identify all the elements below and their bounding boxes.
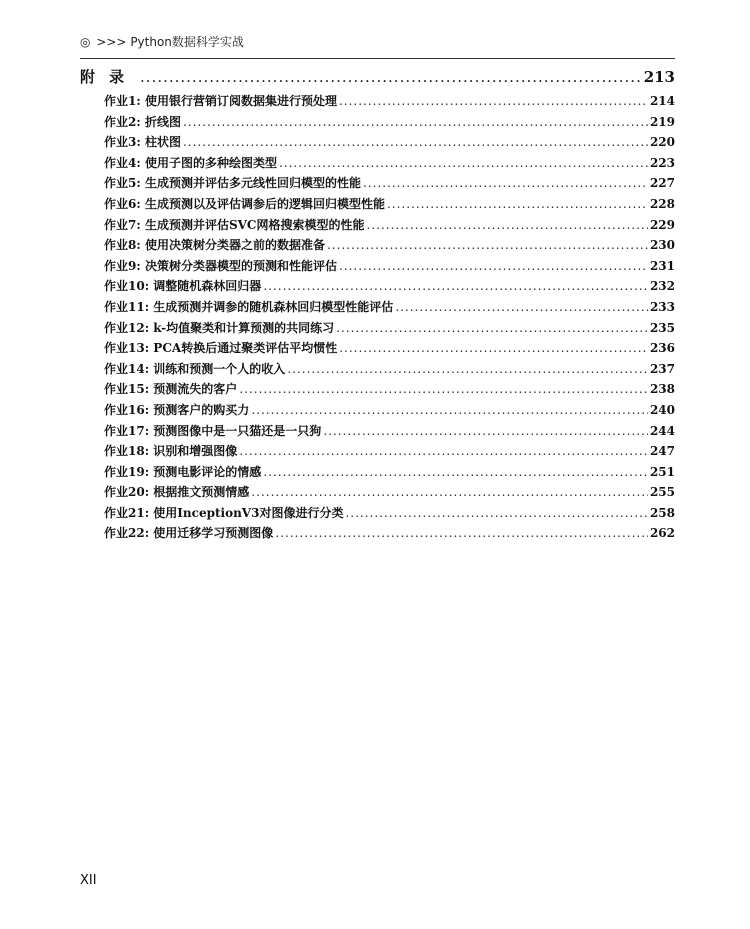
- toc-leader: [323, 424, 648, 438]
- toc-entry-label: 作业20: 根据推文预测情感: [104, 485, 250, 500]
- toc-entry[interactable]: [80, 298, 675, 319]
- toc-entry[interactable]: [80, 422, 675, 443]
- toc-leader: [363, 176, 648, 190]
- toc-leader: [239, 382, 648, 396]
- toc-entry-label: 作业4: 使用子图的多种绘图类型: [104, 155, 277, 170]
- toc-entry-label: 作业1: 使用银行营销订阅数据集进行预处理: [104, 94, 337, 108]
- toc-entry-label: 作业5: 生成预测并评估多元线性回归模型的性能: [104, 176, 361, 191]
- toc-entry-label: 作业9: 决策树分类器模型的预测和性能评估: [104, 258, 337, 273]
- toc-leader: [367, 218, 648, 232]
- toc-leader: [239, 444, 648, 458]
- toc-entry-page: 213: [643, 68, 675, 86]
- header-rule: [80, 58, 675, 59]
- toc-entry[interactable]: [80, 277, 675, 298]
- toc-entry[interactable]: [80, 401, 675, 422]
- toc-leader: [279, 156, 648, 170]
- toc-leader: [336, 321, 648, 335]
- toc-entry-label: 作业15: 预测流失的客户: [104, 382, 238, 397]
- toc-entry-page: 233: [649, 299, 675, 314]
- running-head-arrows: >>>: [96, 35, 127, 49]
- toc-entry-page: 229: [649, 217, 675, 232]
- toc-entry-page: 255: [649, 485, 675, 500]
- toc-entry-label: 作业22: 使用迁移学习预测图像: [104, 526, 274, 541]
- toc-entry-page: 238: [649, 382, 675, 397]
- toc-leader: [183, 135, 648, 149]
- toc-entry[interactable]: [80, 236, 675, 257]
- toc-leader: [183, 115, 648, 129]
- toc-entry-label: 作业10: 调整随机森林回归器: [104, 279, 262, 294]
- toc-entry[interactable]: [80, 339, 675, 360]
- toc-entry-label: 作业18: 识别和增强图像: [104, 444, 238, 459]
- toc-entry-label: 作业17: 预测图像中是一只猫还是一只狗: [104, 423, 322, 438]
- toc-entry-page: 236: [649, 341, 675, 356]
- toc-leader: [275, 526, 648, 540]
- toc-entry-appendix[interactable]: [80, 66, 675, 92]
- toc-entry-label: 作业16: 预测客户的购买力: [104, 402, 250, 417]
- toc-entry[interactable]: [80, 174, 675, 195]
- toc-entry-page: 228: [649, 196, 675, 211]
- toc-entry-page: 223: [649, 155, 675, 170]
- toc-entry[interactable]: [80, 319, 675, 340]
- toc-entry[interactable]: [80, 442, 675, 463]
- toc-entry-page: 235: [649, 320, 675, 335]
- toc-leader: [339, 259, 648, 273]
- toc-entry-label: 作业6: 生成预测以及评估调参后的逻辑回归模型性能: [104, 196, 385, 211]
- page-number: XII: [80, 873, 97, 888]
- toc-entry-page: 220: [649, 135, 675, 150]
- toc-entry[interactable]: [80, 483, 675, 504]
- toc-entry-page: 232: [649, 279, 675, 294]
- toc-entry[interactable]: [80, 504, 675, 525]
- toc-entry-page: 251: [649, 464, 675, 479]
- toc-leader: [251, 403, 648, 417]
- toc-entry-page: 237: [649, 361, 675, 376]
- toc-entry[interactable]: [80, 113, 675, 134]
- toc-leader: [263, 465, 648, 479]
- toc-entry[interactable]: [80, 463, 675, 484]
- toc-entry[interactable]: [80, 257, 675, 278]
- toc-item-list: [80, 92, 675, 545]
- toc-leader: [251, 485, 648, 499]
- toc-entry-label: 作业14: 训练和预测一个人的收入: [104, 361, 286, 376]
- toc-leader: [387, 197, 648, 211]
- toc-leader: [327, 238, 648, 252]
- running-head-title: Python数据科学实战: [130, 35, 244, 49]
- toc-leader: [287, 362, 648, 376]
- toc-entry-label: 作业21: 使用InceptionV3对图像进行分类: [104, 505, 344, 520]
- toc-entry-label: 作业7: 生成预测并评估SVC网格搜索模型的性能: [104, 217, 365, 232]
- toc-entry[interactable]: [80, 216, 675, 237]
- toc-entry-label: 作业3: 柱状图: [104, 135, 181, 150]
- target-icon: ◎: [80, 35, 91, 49]
- toc-entry-label: 作业2: 折线图: [104, 114, 181, 129]
- toc-entry-page: 247: [649, 444, 675, 459]
- toc-entry-page: 262: [649, 526, 675, 541]
- toc-leader: [345, 506, 647, 520]
- toc-leader: [395, 300, 648, 314]
- toc-entry-page: 258: [649, 505, 675, 520]
- toc-entry-page: 219: [649, 114, 675, 129]
- toc-entry-label: 作业13: PCA转换后通过聚类评估平均惯性: [104, 341, 338, 356]
- toc-entry[interactable]: [80, 154, 675, 175]
- toc-entry[interactable]: [80, 524, 675, 545]
- toc-entry-label: 作业12: k-均值聚类和计算预测的共同练习: [104, 320, 335, 335]
- toc-leader: [339, 341, 648, 355]
- toc-entry[interactable]: [80, 360, 675, 381]
- toc-entry-page: 244: [649, 423, 675, 438]
- toc-entry[interactable]: [80, 195, 675, 216]
- toc-entry-page: 240: [649, 402, 675, 417]
- toc-leader: [140, 68, 642, 86]
- toc-entry[interactable]: [80, 92, 675, 113]
- toc-entry[interactable]: [80, 133, 675, 154]
- toc-entry-label: 附录: [80, 68, 139, 86]
- toc-entry[interactable]: [80, 380, 675, 401]
- toc-entry-label: 作业19: 预测电影评论的情感: [104, 464, 262, 479]
- toc-leader: [339, 94, 648, 108]
- table-of-contents: [80, 66, 675, 545]
- toc-entry-page: 230: [649, 238, 675, 253]
- toc-leader: [263, 279, 648, 293]
- toc-entry-label: 作业11: 生成预测并调参的随机森林回归模型性能评估: [104, 299, 394, 314]
- toc-entry-label: 作业8: 使用决策树分类器之前的数据准备: [104, 238, 325, 253]
- running-head: [80, 33, 244, 50]
- toc-entry-page: 214: [649, 94, 675, 108]
- toc-entry-page: 231: [649, 258, 675, 273]
- toc-entry-page: 227: [649, 176, 675, 191]
